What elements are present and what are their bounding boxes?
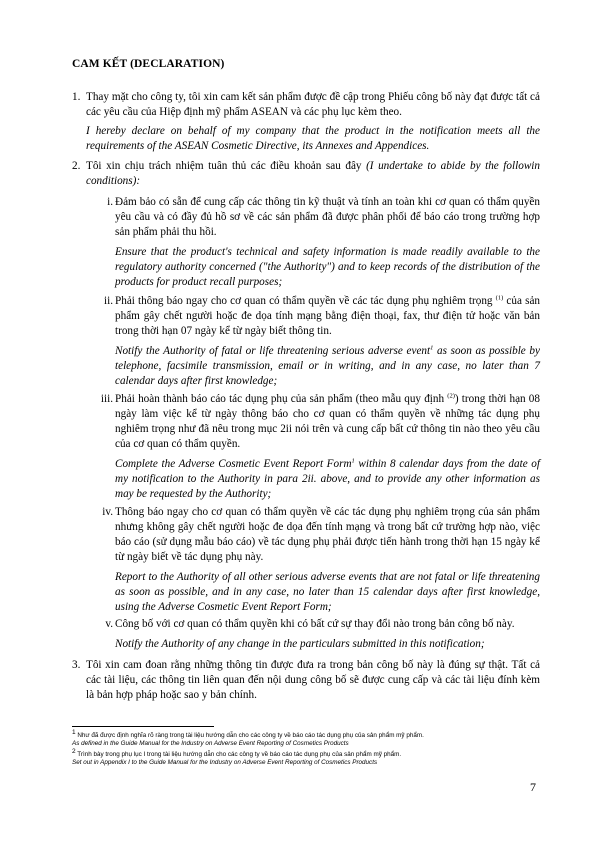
footnote-text-vi: Trình bày trong phụ lục I trong tài liệu hướng dẫn cho các công ty về báo cáo tác dụng phụ của sản phẩm mỹ phẩm. — [77, 751, 402, 758]
footnote-divider — [72, 726, 214, 727]
condition-text-en: Notify the Authority of fatal or life threatening serious adverse event$^1$ as soon as possible by telephone, facsimile transmission, email or in writing, and in any case, no later than 7 calendar days after first knowledge; — [115, 344, 540, 387]
footnote-1 — [72, 728, 540, 748]
footnote-ref: 1 — [430, 344, 434, 352]
footnote-ref: (2) — [447, 392, 455, 400]
condition-v — [85, 617, 540, 652]
condition-text-en: Ensure that the product's technical and safety information is made readily available to the regulatory authority concerned ("the Authority") and to keep records of the distribution of the products for product recall purposes; — [115, 246, 540, 288]
item-text-vi: Tôi xin chịu trách nhiệm tuân thủ các điều khoản sau đây — [86, 160, 362, 172]
condition-text-vi: Công bố với cơ quan có thẩm quyền khi có bất cứ sự thay đổi nào trong bản công bố này. — [115, 618, 515, 630]
condition-text-vi: Đảm bảo có sẵn để cung cấp các thông tin kỹ thuật và tính an toàn khi cơ quan có thẩm quyền yêu cầu và có đầy đủ hồ sơ về các sản phẩm đã được phân phối để báo cáo trong trường hợp sản phẩm phải thu hồi. — [115, 196, 540, 238]
declaration-item-2 — [72, 159, 540, 189]
condition-text-vi: Thông báo ngay cho cơ quan có thẩm quyền về các tác dụng phụ nghiêm trọng của sản phẩm nhưng không gây chết người hoặc đe dọa đến tính mạng và trong bất cứ trường hợp nào, việc báo cáo (sử dụng mẫu báo cáo) về tác dụng phụ phải được tiến hành trong thời hạn 15 ngày kể từ ngày biết về tác dụng phụ này. — [115, 506, 540, 563]
condition-number: v. — [105, 618, 113, 630]
condition-number: iii. — [100, 393, 113, 405]
condition-ii — [85, 294, 540, 389]
condition-text-en: Report to the Authority of all other serious adverse events that are not fatal or life threatening as soon as possible, and in any case, no later than 15 calendar days after first knowledge, using the Adverse Cosmetic Event Report Form; — [115, 571, 540, 613]
declaration-item-1 — [72, 90, 540, 154]
item-text-vi: Tôi xin cam đoan rằng những thông tin được đưa ra trong bản công bố này là đúng sự thật. Tất cả các tài liệu, các thông tin liên quan đến nội dung công bố sẽ được cung cấp và các tài liệu đính kèm là bản hợp pháp hoặc sao y bản chính. — [86, 659, 540, 701]
footnote-text-en: Set out in Appendix I to the Guide Manual for the Industry on Adverse Event Reporting of Cosmetics Products — [72, 759, 378, 766]
item-number: 1. — [72, 91, 81, 103]
footnote-mark: 2 — [72, 747, 76, 755]
item-number: 2. — [72, 160, 81, 172]
item-text-vi: Thay mặt cho công ty, tôi xin cam kết sản phẩm được đề cập trong Phiếu công bố này đạt được tất cả các yêu cầu của Hiệp định mỹ phẩm ASEAN và các phụ lục kèm theo. — [86, 91, 540, 118]
condition-text-en: Complete the Adverse Cosmetic Event Report Form$^1$ within 8 calendar days from the date of my notification to the Authority in para 2ii. above, and to provide any other information as may be requested by the Authority; — [115, 457, 540, 500]
footnote-text-vi: Như đã được định nghĩa rõ ràng trong tài liệu hướng dẫn cho các công ty về báo cáo tác dụng phụ của sản phẩm mỹ phẩm. — [77, 732, 424, 739]
footnote-ref: (1) — [495, 294, 504, 302]
item-text — [86, 159, 540, 189]
item-number: 3. — [72, 659, 81, 671]
condition-text-vi: Phải thông báo ngay cho cơ quan có thẩm quyền về các tác dụng phụ nghiêm trọng $^{(1)}$ của sản phẩm gây chết người hoặc đe dọa tính mạng bằng điện thoại, fax, thư điện tử hoặc văn bản trong thời hạn 07 ngày kể từ ngày biết thông tin. — [115, 294, 540, 337]
condition-text-en: Notify the Authority of any change in the particulars submitted in this notification; — [115, 638, 485, 650]
condition-iii — [85, 392, 540, 502]
condition-iv — [85, 505, 540, 615]
footnote-ref: 1 — [351, 457, 355, 465]
page-number: 7 — [530, 780, 536, 794]
condition-i — [85, 195, 540, 290]
declaration-heading: CAM KẾT (DECLARATION) — [72, 58, 225, 70]
footnote-text-en: As defined in the Guide Manual for the Industry on Adverse Event Reporting of Cosmetics Products — [72, 740, 349, 747]
item-text-en: I hereby declare on behalf of my company that the product in the notification meets all the requirements of the ASEAN Cosmetic Directive, its Annexes and Appendices. — [86, 125, 540, 152]
declaration-item-3 — [72, 658, 540, 703]
condition-text-vi: Phải hoàn thành báo cáo tác dụng phụ của sản phẩm (theo mẫu quy định $^{(2)}$) trong thời hạn 08 ngày làm việc kể từ ngày thông báo cho cơ quan có thẩm quyền về những tác dụng phụ nghiêm trọng như đã nêu trong mục 2ii nói trên và cung cấp bất cứ thông tin nào theo yêu cầu của cơ quan có thẩm quyền. — [115, 392, 540, 450]
condition-number: iv. — [102, 506, 113, 518]
condition-number: ii. — [103, 295, 113, 307]
footnote-mark: 1 — [72, 728, 76, 736]
item-text-en: (I undertake to abide by the followin conditions): — [86, 160, 540, 187]
footnote-2 — [72, 747, 540, 767]
condition-number: i. — [107, 196, 113, 208]
